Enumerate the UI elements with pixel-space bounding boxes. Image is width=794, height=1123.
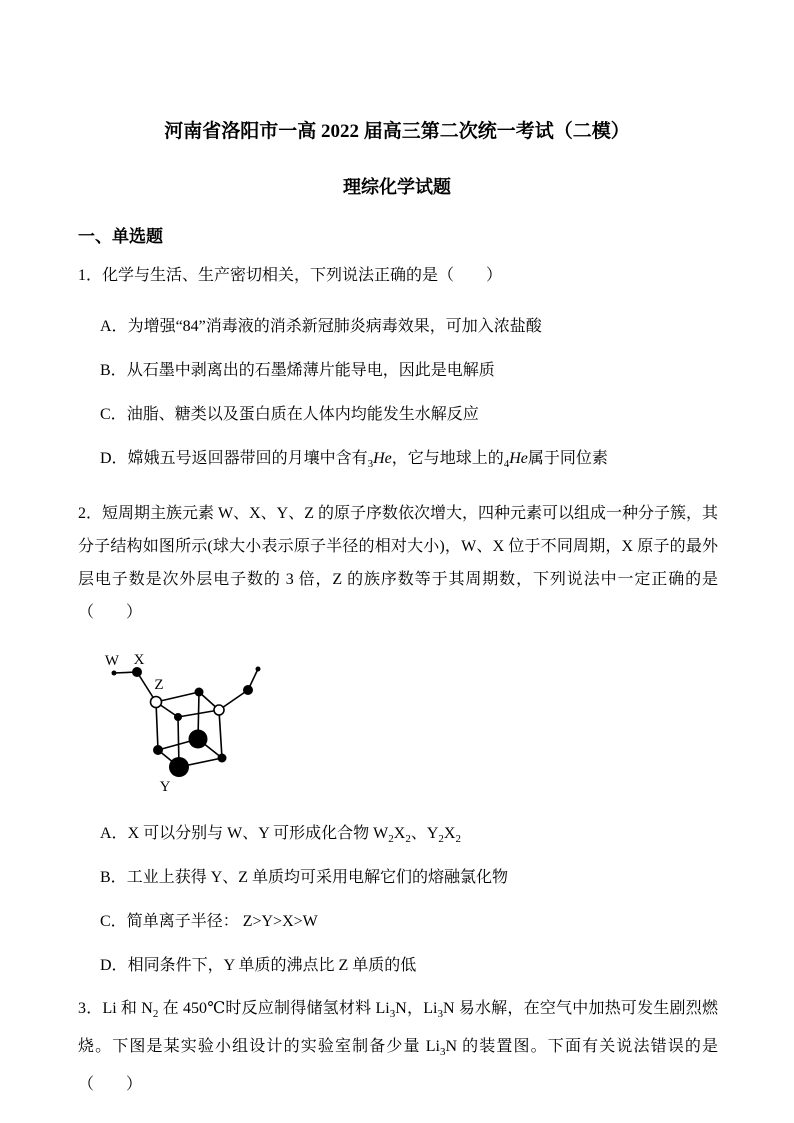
question-3-stem bbox=[78, 990, 718, 1104]
atom-bottom-right bbox=[218, 754, 227, 763]
atom-center-large bbox=[189, 730, 208, 749]
option-text: 相同条件下，Y 单质的沸点比 Z 单质的低 bbox=[127, 957, 417, 974]
question-2-option-c bbox=[78, 911, 718, 933]
section-heading: 一、单选题 bbox=[78, 227, 163, 246]
page-content bbox=[78, 197, 718, 1104]
question-1-stem bbox=[78, 247, 718, 287]
label-z: Z bbox=[154, 677, 164, 693]
page-subtitle: 理综化学试题 bbox=[343, 177, 451, 197]
molecule-bonds bbox=[114, 669, 258, 767]
question-3-number: 3． bbox=[78, 1000, 103, 1017]
question-1 bbox=[78, 247, 718, 470]
atom-bottom-left bbox=[153, 745, 163, 755]
question-1-option-c bbox=[78, 404, 718, 426]
question-1-stem-text: 化学与生活、生产密切相关，下列说法正确的是（ ） bbox=[102, 267, 503, 284]
option-label: D． bbox=[100, 450, 128, 467]
question-1-option-b bbox=[78, 360, 718, 382]
molecule-structure-diagram bbox=[96, 637, 276, 797]
question-2-option-d bbox=[78, 955, 718, 977]
atom-pendant-small bbox=[256, 667, 261, 672]
page-title: 河南省洛阳市一高 2022 届高三第二次统一考试（二模） bbox=[164, 121, 630, 142]
option-text: X 可以分别与 W、Y 可形成化合物 $W_2X_2$、$Y_2X_2$ bbox=[127, 825, 461, 846]
option-label: B． bbox=[100, 362, 127, 379]
option-text: 油脂、糖类以及蛋白质在人体内均能发生水解反应 bbox=[126, 406, 479, 423]
option-label: A． bbox=[100, 825, 128, 842]
question-1-number: 1． bbox=[78, 267, 103, 284]
option-label: A． bbox=[100, 318, 128, 335]
label-w: W bbox=[104, 653, 120, 669]
label-y: Y bbox=[159, 779, 171, 795]
question-3-stem-text: Li 和 $N_2$ 在 450℃时反应制得储氢材料 $Li_3N$，$Li_3N$ 易水解，在空气中加热可发生剧烈燃烧。下图是某实验小组设计的实验室制备少量 $Li_3N$ 的装置图。下面有关说法错误的是（ ） bbox=[78, 1000, 718, 1093]
option-text: 工业上获得 Y、Z 单质均可采用电解它们的熔融氯化物 bbox=[126, 869, 509, 886]
molecule-atoms bbox=[112, 667, 261, 778]
question-2 bbox=[78, 497, 718, 977]
option-text: 为增强“84”消毒液的消杀新冠肺炎病毒效果，可加入浓盐酸 bbox=[127, 318, 542, 335]
question-1-option-d bbox=[78, 448, 718, 470]
option-text: 嫦娥五号返回器带回的月壤中含有$_3$He，它与地球上的$_4$He属于同位素 bbox=[127, 450, 608, 471]
option-text: 从石墨中剥离出的石墨烯薄片能导电，因此是电解质 bbox=[126, 362, 495, 379]
question-2-option-b bbox=[78, 867, 718, 889]
atom-pendant bbox=[243, 685, 253, 695]
question-2-option-a bbox=[78, 823, 718, 845]
question-2-stem bbox=[78, 497, 718, 629]
atom-z2 bbox=[214, 705, 224, 715]
option-label: B． bbox=[100, 869, 127, 886]
atom-y bbox=[169, 757, 189, 777]
question-1-option-a bbox=[78, 316, 718, 338]
atom-x bbox=[132, 667, 142, 677]
question-2-stem-text: 短周期主族元素 W、X、Y、Z 的原子序数依次增大，四种元素可以组成一种分子簇，其分子结构如图所示(球大小表示原子半径的相对大小)，W、X 位于不同周期，X 原子的最外层电子数是次外层电子数的 3 倍，Z 的族序数等于其周期数，下列说法中一定正确的是（ ） bbox=[78, 505, 719, 621]
question-3 bbox=[78, 990, 718, 1104]
option-label: D． bbox=[100, 957, 128, 974]
atom-inner bbox=[174, 713, 182, 721]
atom-top-back bbox=[195, 688, 204, 697]
atom-z bbox=[151, 697, 162, 708]
option-text: 简单离子半径： Z>Y>X>W bbox=[126, 913, 318, 930]
atom-w bbox=[112, 671, 117, 676]
label-x: X bbox=[133, 652, 145, 668]
option-label: C． bbox=[100, 913, 127, 930]
question-2-number: 2． bbox=[78, 505, 103, 522]
option-label: C． bbox=[100, 406, 127, 423]
